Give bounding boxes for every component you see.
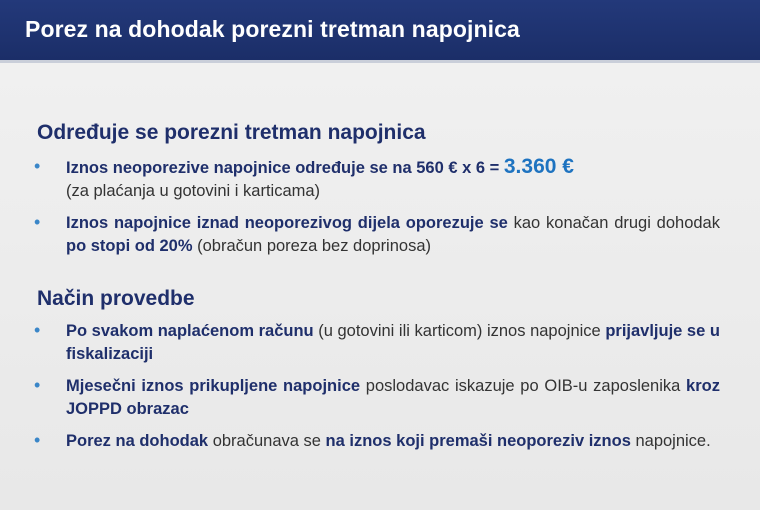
tax-free-amount: 3.360 €: [503, 155, 574, 178]
list-item: • Porez na dohodak obračunava se na iznos koji premaši neoporeziv iznos napojnice.: [34, 430, 711, 450]
list-item: • Mjesečni iznos prikupljene napojnice poslodavac iskazuje po OIB-u zaposlenika kroz JOPPD obrazac: [34, 375, 720, 418]
implementation-list: [30, 320, 720, 463]
tax-treatment-list: [30, 156, 720, 267]
bullet-icon: •: [34, 430, 41, 450]
bullet-icon: •: [34, 156, 41, 176]
section-title-tax-treatment: Određuje se porezni tretman napojnica: [37, 121, 426, 144]
bullet-icon: •: [34, 212, 41, 232]
slide-title: Porez na dohodak porezni tretman napojnica: [25, 16, 520, 42]
section-title-implementation: Način provedbe: [37, 287, 195, 310]
bullet-icon: •: [34, 320, 41, 340]
bullet-icon: •: [34, 375, 41, 395]
list-item: • Po svakom naplaćenom računu (u gotovini ili karticom) iznos napojnice prijavljuje se u fiskalizaciji: [34, 320, 720, 363]
list-item: • Iznos napojnice iznad neoporezivog dijela oporezuje se kao konačan drugi dohodak po stopi od 20% (obračun poreza bez doprinosa): [34, 212, 720, 255]
list-item: • Iznos neoporezive napojnice određuje se na 560 € x 6 = 3.360 € (za plaćanja u gotovini i karticama): [34, 155, 574, 200]
slide-header: [0, 0, 760, 63]
